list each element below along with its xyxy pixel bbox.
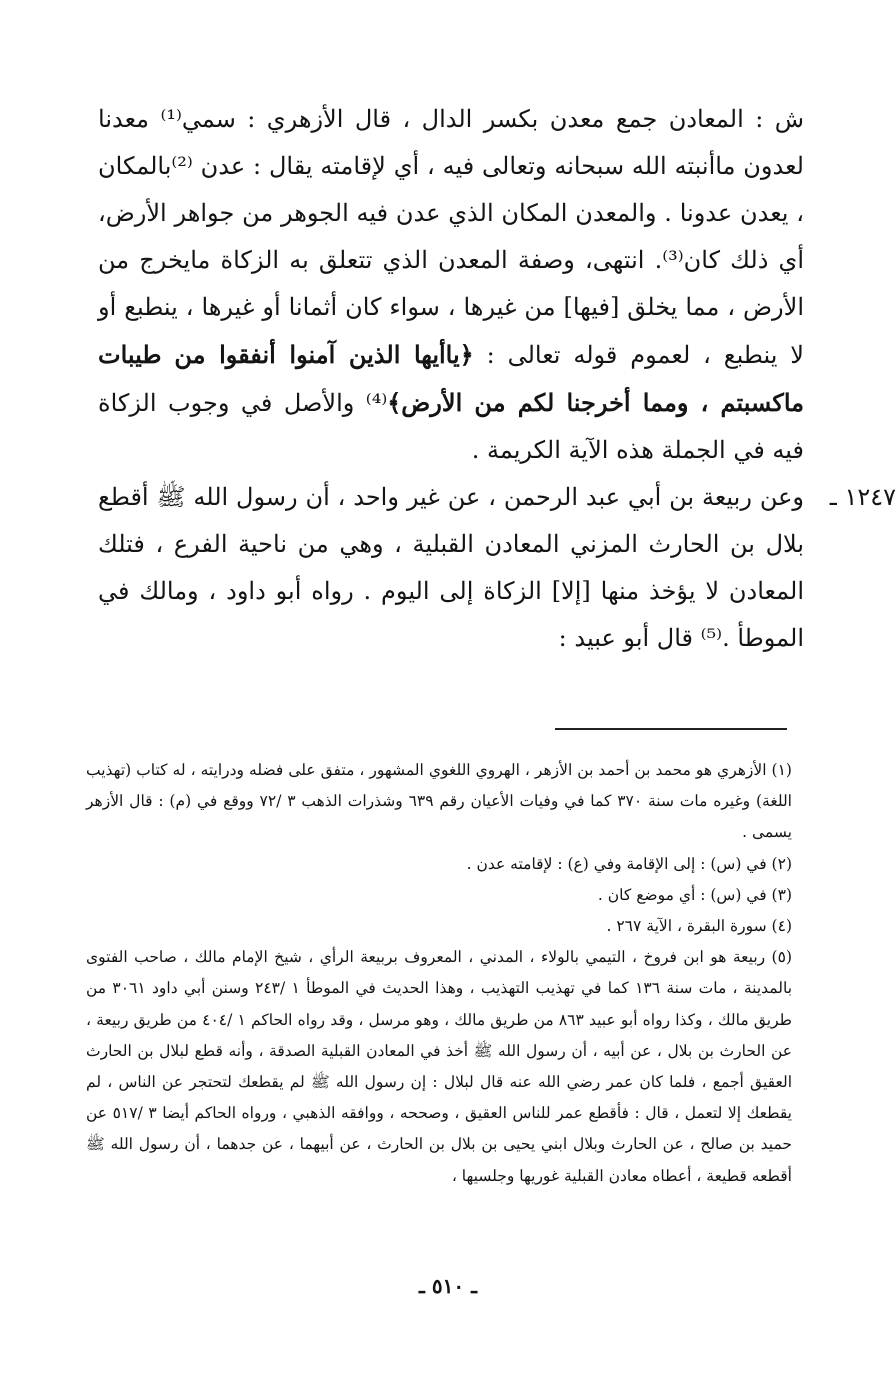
text-line: سمي⁽¹⁾ معدنا لعدون ماأنبته الله سبحانه وتعالى فيه ، أي لإقامته bbox=[98, 105, 804, 180]
footnote-line: وهو مرسل ، وقد رواه الحاكم ١ /٤٠٤ من طريق ربيعة ، عن الحارث بن بلال ، عن أبيه ، أن bbox=[86, 1010, 792, 1060]
footnote-line: كان عمر رضي الله عنه قال لبلال : إن رسول الله ﷺ لم يقطعك لتحتجر عن الناس ، لم يقطعك bbox=[86, 1073, 792, 1123]
footnote-line: صاحب الفتوى بالمدينة ، مات سنة ١٣٦ كما في تهذيب التهذيب ، وهذا الحديث في الموطأ bbox=[86, 948, 793, 998]
footnote-line: عن جدهما ، أن رسول الله ﷺ أقطعه قطيعة ، أعطاه معادن القبلية غوريها وجلسيها ، bbox=[86, 1135, 792, 1185]
footnote-line: (١) الأزهري هو محمد بن أحمد بن الأزهر ، الهروي اللغوي المشهور ، متفق على فضله bbox=[249, 761, 792, 779]
footnote-separator bbox=[555, 728, 787, 730]
footnote-5 bbox=[86, 942, 792, 1192]
text-line: ش : المعادن جمع معدن بكسر الدال ، قال الأزهري : bbox=[247, 105, 804, 133]
commentary-paragraph bbox=[98, 96, 804, 474]
footnote-2: (٢) في (س) : إلى الإقامة وفي (ع) : لإقامته عدن . bbox=[466, 854, 792, 873]
footnote-4: (٤) سورة البقرة ، الآية ٢٦٧ . bbox=[606, 917, 792, 936]
footnote-line: إلا لتعمل ، قال : فأقطع عمر للناس العقيق ، وصححه ، ووافقه الذهبي ، ورواه الحاكم أيضا bbox=[162, 1104, 742, 1123]
hadith-entry bbox=[98, 474, 896, 662]
footnote-line: ٣ /٥١٧ عن حميد بن صالح ، عن الحارث وبلال ابني يحيى بن بلال بن الحارث ، عن أبيهما ، bbox=[86, 1104, 792, 1154]
main-text bbox=[98, 96, 896, 662]
hadith-text bbox=[98, 474, 804, 662]
text-line: يقال : عدن ⁽²⁾بالمكان ، يعدن عدونا . والمعدن المكان الذي bbox=[98, 152, 804, 227]
quran-verse: ﴿ياأيها الذين آمنوا أنفقوا من bbox=[174, 340, 474, 369]
footnote-3: (٣) في (س) : أي موضع كان . bbox=[597, 885, 792, 904]
text-line: وصفة المعدن الذي تتعلق به الزكاة مايخرج من الأرض ، مما bbox=[98, 246, 804, 321]
text-line: ناحية الفرع ، فتلك المعادن لا يؤخذ منها [إلا] الزكاة bbox=[98, 530, 804, 605]
footnote-line: رسول الله ﷺ أخذ في المعادن القبلية الصدقة ، وأنه قطع لبلال بن الحارث العقيق أجمع ، فلما bbox=[86, 1041, 793, 1092]
hadith-number: ١٢٤٧ ـ bbox=[829, 483, 896, 511]
footnote-ref: ⁽⁴⁾ والأصل bbox=[283, 389, 388, 417]
text-line: وعن ربيعة بن أبي عبد الرحمن ، عن غير واحد ، أن رسول الله bbox=[193, 483, 805, 511]
footnotes bbox=[86, 755, 792, 1192]
footnote-line: ودرايته ، له كتاب (تهذيب اللغة) وغيره مات سنة ٣٧٠ كما في وفيات الأعيان رقم ٦٣٩ bbox=[86, 761, 792, 811]
text-line: يخلق [فيها] من غيرها ، سواء كان أثمانا أو غيرها ، ينطبع أو bbox=[98, 293, 678, 321]
text-line: في وجوب الزكاة فيه في الجملة هذه الآية الكريمة . bbox=[98, 389, 804, 464]
page-number: ـ ٥١٠ ـ bbox=[419, 1274, 477, 1298]
text-line: ﷺ أقطع بلال بن الحارث المزني المعادن القبلية ، وهي من bbox=[98, 483, 805, 558]
text-line: لا ينطبع ، لعموم قوله تعالى : bbox=[473, 341, 804, 369]
footnote-line: (٥) ربيعة هو ابن فروخ ، التيمي بالولاء ، المدني ، المعروف بربيعة الرأي ، شيخ الإمام مالك ، bbox=[183, 948, 792, 967]
text-line: عدن فيه الجوهر من جواهر الأرض، أي ذلك كان⁽³⁾. انتهى، bbox=[98, 199, 805, 274]
footnote-line: وشذرات الذهب ٣ /٧٢ ووقع في (م) : قال الأزهر يسمى . bbox=[86, 792, 792, 842]
footnote-1 bbox=[86, 755, 792, 849]
footnote-line: ١ /٢٤٣ وسنن أبي داود ٣٠٦١ من طريق مالك ، وكذا رواه أبو عبيد ٨٦٣ من طريق مالك ، bbox=[86, 979, 792, 1029]
text-line: إلى اليوم . رواه أبو داود ، ومالك في الموطأ .⁽⁵⁾ قال أبو عبيد : bbox=[98, 577, 804, 652]
quran-verse-continued: طيبات ماكسبتم ، ومما أخرجنا لكم من الأرض﴾ bbox=[98, 340, 805, 417]
